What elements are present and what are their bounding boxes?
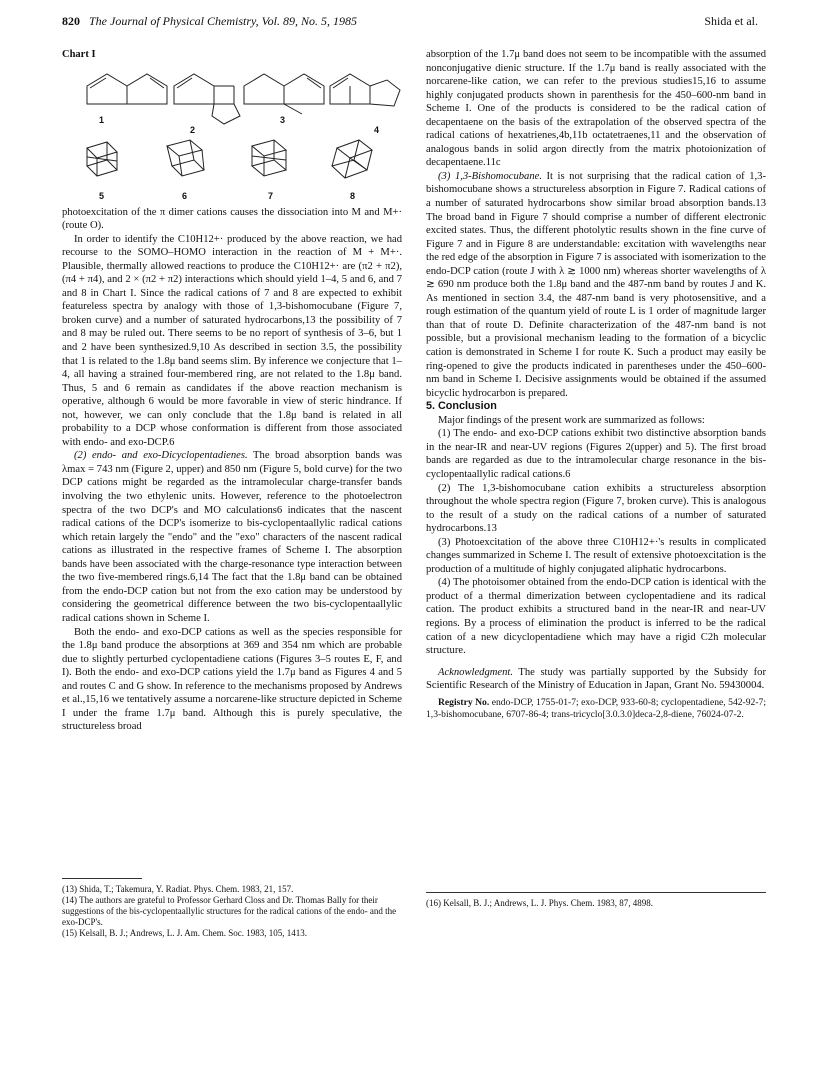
page-number: 820	[62, 14, 80, 28]
structure-7	[252, 140, 286, 176]
structure-5	[87, 142, 117, 176]
structure-label-8: 8	[350, 190, 356, 201]
paragraph: Both the endo- and exo-DCP cations as well as the species responsible for the 1.8μ band produce the absorptions at 369 and 354 nm which are probable due to slightly perturbed cyclopentadiene cations (Figures 3–5 routes E, F, and I). Both the endo- and exo-DCP cations yield the 1.7μ band as Figures 4 and 5 and routes C and G show. In reference to the mechanisms proposed by Andrews et al.,15,16 we tentatively assume a norcarene-like structure depicted in Scheme I under the frame 1.7μ band. Although this is purely speculative, the structureless broad	[62, 626, 402, 733]
paragraph: In order to identify the C10H12+· produced by the above reaction, we had recourse to the SOMO–HOMO interaction in the reaction of M + M+·. Plausible, thermally allowed reactions to produce the C10H12+· are (π2 + π2), (π4 + π4), and 2 × (π2 + π2) interactions which should yield 1–4, 5 and 6, and 7 and 8 in Chart I. Since the radical cations of 7 and 8 are expected to exhibit featureless spectra by analogy with those of 1,3-bishomocubane (Figure 7, broken curve) and a number of saturated hydrocarbons,13 the possibility of 7 and 8 may be ruled out. There seems to be no report of synthesis of 3–6, but 1 and 2 have been synthesized.9,10 As described in section 3.5, the possibility that 1 is related to the 1.8μ band seems slim. By inference we conjecture that 1–4, all having a strained four-membered ring, are not related to the 1.8μ band. Thus, 5 and 6 remain as candidates if the above reaction mechanism is operative, although 6 would be more favorable in view of steric hindrance. If not, however, we can only conclude that the 1.8μ band is related in all probability to a DCP whose conformation is different from those associated with endo- and exo-DCP.6	[62, 233, 402, 448]
footnote: (15) Kelsall, B. J.; Andrews, L. J. Am. Chem. Soc. 1983, 105, 1413.	[62, 928, 307, 938]
subsection-heading: (2) endo- and exo-Dicyclopentadienes.	[74, 450, 248, 462]
page-header	[62, 14, 758, 32]
structure-label-4: 4	[374, 124, 380, 135]
footnote: (13) Shida, T.; Takemura, Y. Radiat. Phys. Chem. 1983, 21, 157.	[62, 884, 294, 894]
chart-structures	[62, 66, 402, 206]
paragraph	[426, 170, 766, 400]
structure-label-1: 1	[99, 114, 105, 125]
right-column	[426, 48, 766, 721]
footnote: (16) Kelsall, B. J.; Andrews, L. J. Phys. Chem. 1983, 87, 4898.	[426, 898, 653, 908]
structure-6	[167, 140, 204, 176]
footnote-rule	[62, 878, 142, 879]
acknowledgment-heading: Acknowledgment.	[438, 666, 514, 678]
structure-2	[174, 74, 240, 124]
structure-label-3: 3	[280, 114, 286, 125]
paragraph: (1) The endo- and exo-DCP cations exhibit two distinctive absorption bands in the near-IR and near-UV regions (Figures 2(upper) and 5). The first broad bands are regarded as due to the intramolecular charge resonance in the bis-cyclopentaallylic radical cations.6	[426, 428, 766, 480]
section-heading: 5. Conclusion	[426, 400, 497, 413]
structure-label-5: 5	[99, 190, 105, 201]
acknowledgment-text: The study was partially supported by the Subsidy for Scientific Research of the Ministry of Education in Japan, Grant No. 59430004.	[426, 666, 766, 692]
structure-3	[244, 74, 324, 114]
structure-8	[332, 140, 372, 178]
subsection-heading: (3) 1,3-Bishomocubane.	[438, 170, 542, 182]
chart-title: Chart I	[62, 49, 96, 60]
paragraph: (3) Photoexcitation of the above three C10H12+·'s results in complicated changes summarized in Scheme I. The result of extensive photoexcitation is the production of a multitude of highly conjugated aliphatic hydrocarbons.	[426, 536, 766, 575]
structure-4	[330, 74, 400, 106]
journal-title: The Journal of Physical Chemistry, Vol. 89, No. 5, 1985	[89, 14, 357, 28]
paragraph	[62, 449, 402, 625]
acknowledgment	[426, 666, 766, 693]
registry-numbers	[426, 697, 766, 721]
right-footnotes	[426, 898, 766, 909]
registry-heading: Registry No.	[438, 696, 490, 708]
left-column	[62, 48, 402, 734]
footnote-rule	[426, 892, 766, 893]
paragraph: Major findings of the present work are summarized as follows:	[438, 414, 705, 426]
paragraph: (2) The 1,3-bishomocubane cation exhibits a structureless absorption throughout the whole spectra region (Figure 7, broken curve). This is analogous to the result of a study on the radical cations of a number of saturated hydrocarbons.13	[426, 482, 766, 535]
molecular-structures-figure	[62, 66, 402, 206]
paragraph: (4) The photoisomer obtained from the endo-DCP cation is identical with the product of a thermal dimerization between cyclopentadiene and its radical cation. The product exhibits a structured band in the near-IR and near-UV regions. By a process of elimination the product is inferred to be the radical cation of a new dicyclopentadiene which may have a rigid C2h molecular structure.	[426, 577, 766, 657]
structure-label-2: 2	[190, 124, 196, 135]
structure-1	[87, 74, 167, 104]
footnote: (14) The authors are grateful to Professor Gerhard Closs and Dr. Thomas Bally for their suggestions of the bis-cyclopentaallylic structures for the radical cations of the endo- and the exo-DCP's.	[62, 895, 397, 927]
structure-label-7: 7	[268, 190, 274, 201]
paragraph: photoexcitation of the π dimer cations causes the dissociation into M and M+· (route O).	[62, 206, 402, 232]
registry-text: endo-DCP, 1755-01-7; exo-DCP, 933-60-8; cyclopentadiene, 542-92-7; 1,3-bishomocubane, 6707-86-4; trans-tricyclo[3.0.3.0]deca-2,8-diene, 76024-07-2.	[426, 696, 766, 720]
structure-label-6: 6	[182, 190, 188, 201]
paragraph-text: The broad absorption bands was λmax = 743 nm (Figure 2, upper) and 850 nm (Figure 5, bold curve) for the two DCP cations might be regarded as the intramolecular charge-transfer bands involving the two ethylenic units. However, reference to the photoelectron spectra of the two DCP's and MO calculations6 indicates that the nascent radical cations of the DCP's isomerize to bis-cyclopentaallylic radical cations which retain largely the "endo" and the "exo" characters of the nascent radical cations as illustrated in the respective frames of Scheme I. The absorption bands have been associated with the charge-resonance type interaction between the two five-membered rings.6,14 The fact that the 1.8μ band can be obtained from the endo-DCP cation but not from the exo cation may be understood by considering the geometrical difference between the two bis-cyclopentaallylic radical cations shown in Scheme I.	[62, 450, 402, 624]
paragraph: absorption of the 1.7μ band does not seem to be incompatible with the assumed nonconjugative dienic structure. If the 1.7μ band is really associated with the norcarene-like cation, we can refer to the previous studies15,16 to assume highly conjugated products shown in parenthesis for the 450–600-nm band in Scheme I. One of the products is considered to be the radical cation of decapentaene on the basis of the extrapolation of the observed spectra of the radical cations of hexatrienes,4b,11b octatetraenes,11 and the observation of analogous bands in solid argon directly from the matrix photoionization of decapentaene.11c	[426, 49, 766, 169]
running-authors: Shida et al.	[704, 14, 758, 28]
paragraph-text: It is not surprising that the radical cation of 1,3-bishomocubane shows a structureless absorption in Figure 7. Radical cations of a number of saturated hydrocarbons show similar broad absorption bands.13 The broad band in Figure 7 should comprise a number of different electronic excited states. Thus, the different photolytic results shown in the fine curve of Figure 7 and in Figure 8 are understandable: excitation with wavelengths near the red edge of the absorption in Figure 7 is associated with isomerization to the endo-DCP cation (route J with λ ≳ 1000 nm) whereas shorter wavelengths of λ ≳ 690 nm produce both the 1.8μ band and the 487-nm band by routes J and K. As mentioned in section 3.4, the 487-nm band is very photosensitive, and a rough estimation of the quantum yield of route L is 1 order of magnitude larger than that of route D. Definite characterization of the 487-nm band is not possible, but a provisional mechanism leading to the formation of a bicyclic cation is demonstrated in Scheme I for route K. Such a product may easily be ring-opened to give the products indicated in parentheses under the 450–600-nm band in Scheme I. Decisive assignments would be obtained if the assumed bicyclic hydrocarbon is prepared.	[426, 170, 766, 399]
left-footnotes	[62, 884, 402, 939]
